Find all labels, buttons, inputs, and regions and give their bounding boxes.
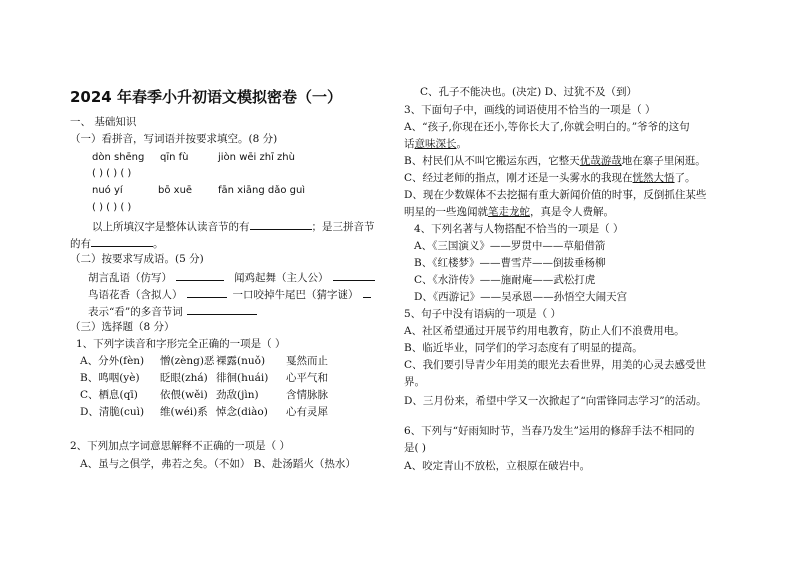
blank-idiom-3[interactable] — [187, 287, 227, 298]
question-5: 5、句子中没有语病的一项是（ ） — [404, 308, 562, 320]
q3-d-end: ，真是令人费解。 — [530, 206, 614, 218]
q1-a-word4: 戛然而止 — [286, 355, 328, 367]
pinyin-4: nuó yí — [92, 185, 123, 196]
q1-c-word3: 劲敌(jìn) — [216, 389, 259, 401]
q3-option-d-line1[interactable]: D、现在少数媒体不去挖掘有重大新闻价值的时事，反倒抓住某些 — [404, 189, 707, 201]
pinyin-5: bō xuē — [158, 185, 193, 196]
question-6-line2: 是( ) — [404, 442, 427, 454]
q1-d-word3: 悼念(diào) — [216, 406, 268, 418]
blank-triple-syllables[interactable] — [91, 236, 153, 247]
q2-options-cd[interactable]: C、孔子不能决也。(决定) D、过犹不及（到） — [420, 86, 637, 98]
q1-a-word2: 憎(zèng)恶 — [160, 355, 215, 367]
q4-option-b[interactable]: B、《红楼梦》——曹雪芹——倒拔垂杨柳 — [414, 257, 606, 269]
q3-option-c[interactable] — [404, 172, 696, 185]
q1-b-word2: 眨眼(zhá) — [160, 372, 208, 384]
pinyin-1: dòn shēng — [92, 152, 145, 163]
pinyin-3: jiòn wēi zhī zhù — [218, 152, 295, 163]
q4-option-a[interactable]: A、《三国演义》——罗贯中——草船借箭 — [414, 240, 606, 252]
part1-heading: （一）看拼音，写词语并按要求填空。(8 分) — [70, 133, 278, 145]
q3-b-underlined: 优哉游哉 — [579, 155, 622, 167]
q3-c-end: 了。 — [674, 172, 696, 184]
pinyin-2: qīn fù — [160, 152, 189, 163]
q3-c-text: C、经过老师的指点，刚才还是一头雾水的我现在 — [404, 172, 633, 184]
q3-option-a-line2 — [404, 138, 467, 151]
fill-text-a: 以上所填汉字是整体认读音节的有 — [92, 221, 250, 233]
q3-c-underlined: 恍然大悟 — [632, 172, 675, 184]
q5-option-d[interactable]: D、三月份来，希望中学又一次掀起了“向雷锋同志学习”的活动。 — [404, 395, 707, 407]
question-6-line1: 6、下列与“好雨知时节，当春乃发生”运用的修辞手法不相同的 — [404, 425, 695, 437]
blank-idiom-4[interactable] — [363, 287, 371, 298]
part3-heading: （三）选择题（8 分） — [70, 321, 175, 333]
question-4: 4、下列名著与人物搭配不恰当的一项是（ ） — [414, 223, 624, 235]
q1-b-word4: 心平气和 — [286, 372, 328, 384]
q5-option-a[interactable]: A、社区希望通过开展节约用电教育，防止人们不浪费用电。 — [404, 325, 685, 337]
q1-option-b[interactable] — [80, 372, 328, 385]
answer-parens-row1: ( ) ( ) ( ) — [92, 168, 132, 179]
fill-in-line-2 — [70, 236, 164, 251]
fill-text-b: ；是三拼音节 — [311, 221, 375, 233]
fill-text-d: 。 — [153, 238, 164, 250]
q3-b-end: 地在寨子里闲逛。 — [621, 155, 706, 167]
idiom-prompt-5: 表示“看”的多音节词 — [88, 306, 183, 318]
question-1: 1、下列字读音和字形完全正确的一项是（ ） — [76, 338, 286, 350]
fill-in-line-1 — [92, 219, 375, 234]
q3-a-end: 。 — [456, 138, 467, 150]
idiom-prompt-4: 一口咬掉牛尾巴（猜字谜） — [232, 289, 359, 301]
q4-option-c[interactable]: C、《水浒传》——施耐庵——武松打虎 — [414, 274, 596, 286]
idiom-prompt-2: 闻鸡起舞（主人公） — [234, 272, 329, 284]
page-title: 2024 年春季小升初语文模拟密卷（一） — [70, 88, 342, 106]
q3-b-text: B、村民们从不叫它搬运东西，它整天 — [404, 155, 580, 167]
q1-b-word3: 徘徊(huái) — [216, 372, 269, 384]
idiom-prompt-1: 胡言乱语（仿写） — [88, 272, 172, 284]
q3-option-d-line2 — [404, 206, 614, 219]
blank-idiom-2[interactable] — [333, 270, 375, 281]
q1-a-word1: A、分外(fèn) — [80, 355, 145, 367]
blank-whole-syllables[interactable] — [250, 219, 312, 230]
q2-options-ab[interactable]: A、虽与之俱学，弗若之矣。（不如） B、赴汤蹈火（热水） — [80, 458, 356, 470]
part2-heading: （二）按要求写成语。(5 分) — [70, 253, 204, 265]
q1-a-word3: 裸露(nuǒ) — [216, 355, 266, 367]
q4-option-d[interactable]: D、《西游记》——吴承恩——孙悟空大闹天宫 — [414, 291, 628, 303]
q1-d-word1: D、清脆(cuì) — [80, 406, 145, 418]
q3-d-underlined: 笔走龙蛇 — [488, 206, 530, 218]
q6-option-a[interactable]: A、咬定青山不放松，立根原在破岩中。 — [404, 460, 591, 472]
q5-option-b[interactable]: B、临近毕业，同学们的学习态度有了明显的提高。 — [404, 342, 643, 354]
q3-option-b[interactable] — [404, 155, 706, 168]
q5-option-c-line1[interactable]: C、我们要引导青少年用美的眼光去看世界，用美的心灵去感受世 — [404, 359, 707, 371]
blank-idiom-1[interactable] — [176, 270, 224, 281]
q3-option-a-line1[interactable]: A、“孩子,你现在还小,等你长大了,你就会明白的。”爷爷的这句 — [404, 121, 690, 133]
q1-c-word2: 依偎(wěi) — [160, 389, 208, 401]
q1-c-word1: C、栖息(qī) — [80, 389, 138, 401]
pinyin-6: fān xiāng dǎo guì — [218, 185, 306, 196]
idiom-prompt-3: 鸟语花香（含拟人） — [88, 289, 183, 301]
answer-parens-row2: ( ) ( ) ( ) — [92, 202, 132, 213]
q1-b-word1: B、鸣咽(yè) — [80, 372, 140, 384]
q3-a-text: 话 — [404, 138, 415, 150]
idiom-row-1 — [88, 270, 375, 285]
q1-option-d[interactable] — [80, 406, 328, 419]
q3-a-underlined: 意味深长 — [414, 138, 457, 150]
question-3: 3、下面句子中，画线的词语使用不恰当的一项是（ ） — [404, 104, 656, 116]
q3-d-text: 明星的一些逸闻就 — [404, 206, 488, 218]
section-basic-knowledge: 一、 基础知识 — [70, 116, 137, 128]
q1-option-a[interactable] — [80, 355, 328, 368]
q1-d-word2: 维(wéi)系 — [160, 406, 208, 418]
idiom-row-2 — [88, 287, 371, 302]
fill-text-c: 的有 — [70, 238, 91, 250]
idiom-row-3 — [88, 304, 257, 319]
q1-option-c[interactable] — [80, 389, 328, 402]
blank-idiom-5[interactable] — [187, 304, 257, 315]
question-2: 2、下列加点字词意思解释不正确的一项是（ ） — [70, 440, 291, 452]
q1-c-word4: 含情脉脉 — [286, 389, 328, 401]
q5-option-c-line2: 界。 — [404, 376, 425, 388]
q1-d-word4: 心有灵犀 — [286, 406, 328, 418]
